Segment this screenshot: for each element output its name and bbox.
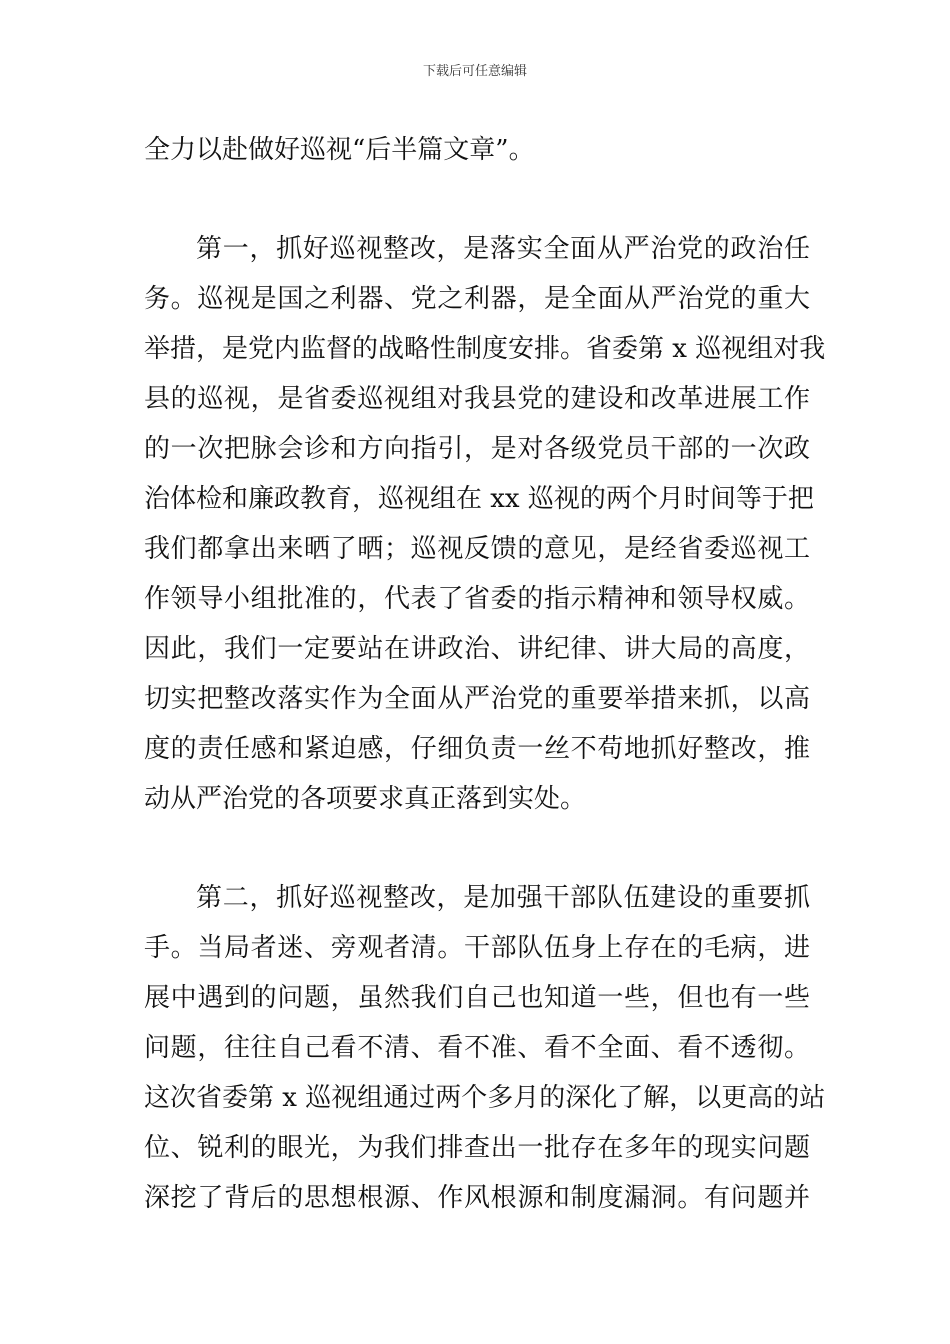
text-line: 我们都拿出来晒了晒；巡视反馈的意见，是经省委巡视工 (144, 534, 810, 564)
text-line: 务。巡视是国之利器、党之利器，是全面从严治党的重大 (144, 284, 810, 314)
text-line: 因此，我们一定要站在讲政治、讲纪律、讲大局的高度， (144, 634, 810, 664)
text-line: 治体检和廉政教育，巡视组在 xx 巡视的两个月时间等于把 (144, 484, 814, 514)
text-line: 问题，往往自己看不清、看不准、看不全面、看不透彻。 (144, 1033, 810, 1063)
text-line: 手。当局者迷、旁观者清。干部队伍身上存在的毛病，进 (144, 933, 810, 963)
paragraph-first-line: 第一，抓好巡视整改，是落实全面从严治党的政治任 (196, 234, 810, 264)
text-line: 作领导小组批准的，代表了省委的指示精神和领导权威。 (144, 584, 810, 614)
text-line: 这次省委第 x 巡视组通过两个多月的深化了解，以更高的站 (144, 1083, 826, 1113)
text-line: 切实把整改落实作为全面从严治党的重要举措来抓，以高 (144, 684, 810, 714)
page-header: 下载后可任意编辑 (422, 64, 527, 79)
paragraph-first-line: 第二，抓好巡视整改，是加强干部队伍建设的重要抓 (196, 883, 810, 913)
text-line: 的一次把脉会诊和方向指引，是对各级党员干部的一次政 (144, 434, 810, 464)
text-line: 全力以赴做好巡视“后半篇文章”。 (144, 135, 535, 165)
text-line: 动从严治党的各项要求真正落到实处。 (144, 784, 587, 814)
text-line: 位、锐利的眼光，为我们排查出一批存在多年的现实问题 (144, 1133, 810, 1163)
text-line: 深挖了背后的思想根源、作风根源和制度漏洞。有问题并 (144, 1183, 810, 1213)
text-line: 展中遇到的问题，虽然我们自己也知道一些，但也有一些 (144, 983, 810, 1013)
text-line: 举措，是党内监督的战略性制度安排。省委第 x 巡视组对我 (144, 334, 826, 364)
text-line: 县的巡视，是省委巡视组对我县党的建设和改革进展工作 (144, 384, 810, 414)
text-line: 度的责任感和紧迫感，仔细负责一丝不苟地抓好整改，推 (144, 734, 810, 764)
